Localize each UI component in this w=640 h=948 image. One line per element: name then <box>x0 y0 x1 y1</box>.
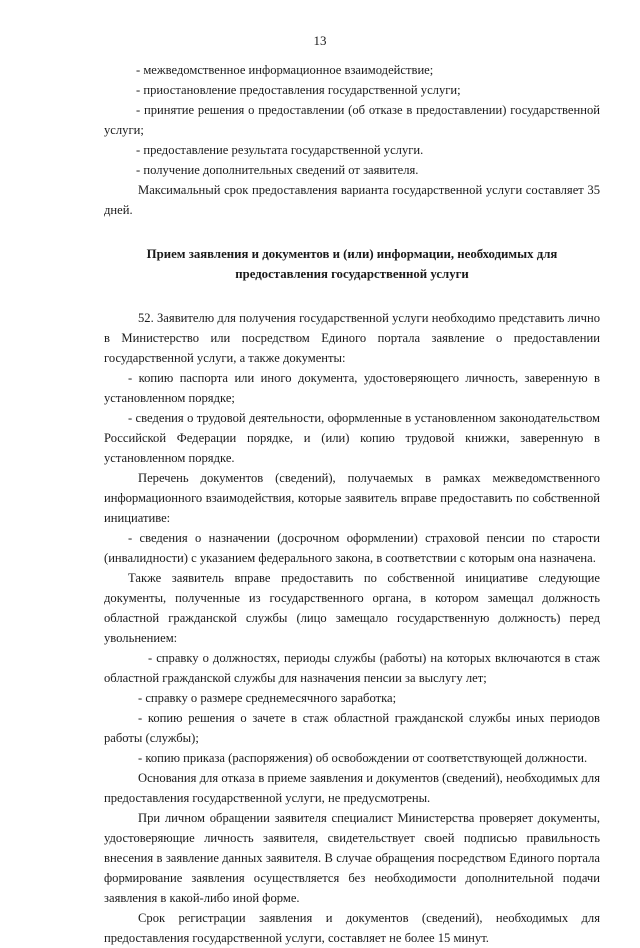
page-number: 13 <box>313 33 327 48</box>
list-item: - принятие решения о предоставлении (об отказе в предоставлении) государственной услуги; <box>104 103 600 137</box>
list-item: - сведения о назначении (досрочном оформлении) страховой пенсии по старости (инвалидности) с указанием федерального закона, в соответствии с которым она назначена. <box>104 531 600 565</box>
paragraph-52: 52. Заявителю для получения государственной услуги необходимо представить лично в Министерство или посредством Единого портала заявление о предоставлении государственной услуги, а также документы: <box>104 311 600 365</box>
section-heading-line-1: Прием заявления и документов и (или) информации, необходимых для <box>146 247 558 261</box>
list-item: - копию приказа (распоряжения) об освобождении от соответствующей должности. <box>138 751 588 765</box>
also-paragraph: Также заявитель вправе предоставить по собственной инициативе следующие документы, полученные из государственного органа, в котором замещал должность областной гражданской службы (лицо замещало государственную должность) перед увольнением: <box>104 571 600 645</box>
list-item: - приостановление предоставления государственной услуги; <box>136 83 461 97</box>
list-item: - справку о должностях, периоды службы (работы) на которых включаются в стаж областной гражданской службы для назначения пенсии за выслугу лет; <box>104 651 600 685</box>
refusal-paragraph: Основания для отказа в приеме заявления и документов (сведений), необходимых для предоставления государственной услуги, не предусмотрены. <box>104 771 600 805</box>
list-item: - копию паспорта или иного документа, удостоверяющего личность, заверенную в установленном порядке; <box>104 371 600 405</box>
list-item: - предоставление результата государственной услуги. <box>136 143 424 157</box>
registration-paragraph: Срок регистрации заявления и документов (сведений), необходимых для предоставления государственной услуги, составляет не более 15 минут. <box>104 911 600 945</box>
interagency-list-intro: Перечень документов (сведений), получаемых в рамках межведомственного информационного взаимодействия, которые заявитель вправе предоставить по собственной инициативе: <box>104 471 600 525</box>
list-item: - справку о размере среднемесячного заработка; <box>138 691 397 705</box>
section-heading-line-2: предоставления государственной услуги <box>235 267 469 281</box>
list-item: - сведения о трудовой деятельности, оформленные в установленном законодательством Российской Федерации порядке, и (или) копию трудовой книжки, заверенную в установленном порядке. <box>104 411 600 465</box>
list-item: - межведомственное информационное взаимодействие; <box>136 63 434 77</box>
personal-visit-paragraph: При личном обращении заявителя специалист Министерства проверяет документы, удостоверяющие личность заявителя, свидетельствует своей подписью правильность внесения в заявление данных заявителя. В случае обращения посредством Единого портала формирование заявления осуществляется без необходимости дополнительной подачи заявления в какой-либо иной форме. <box>104 811 600 905</box>
section-heading <box>104 244 600 284</box>
document-body <box>104 60 600 948</box>
list-item: - копию решения о зачете в стаж областной гражданской службы иных периодов работы (службы); <box>104 711 600 745</box>
max-term-paragraph: Максимальный срок предоставления варианта государственной услуги составляет 35 дней. <box>104 183 600 217</box>
list-item: - получение дополнительных сведений от заявителя. <box>136 163 419 177</box>
